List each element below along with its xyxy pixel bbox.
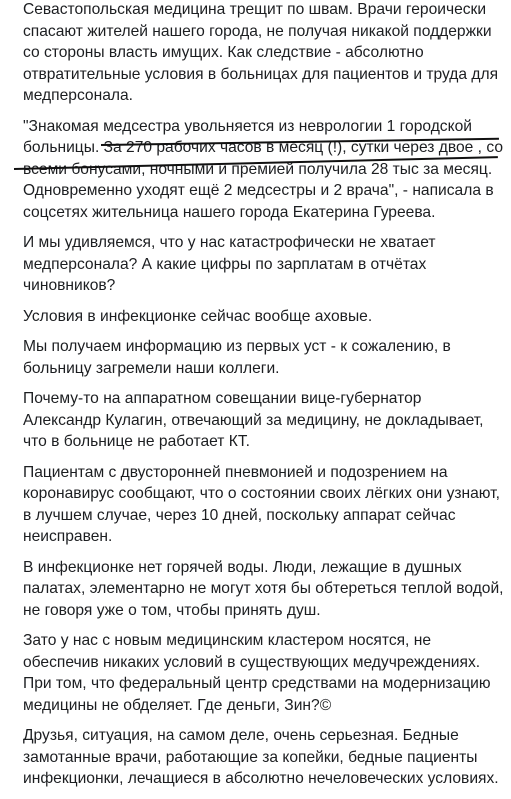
text-line: инфекционки, лечащиеся в абсолютно нечеловеческих условиях.	[23, 770, 499, 787]
paragraph-hot-water	[23, 557, 505, 622]
text-line: И мы удивляемся, что у нас катастрофически не хватает	[23, 234, 436, 251]
text-line: коронавирус сообщают, что о состоянии своих лёгких они узнают,	[23, 485, 500, 502]
text-line: Севастопольская медицина трещит по швам. Врачи героически	[23, 1, 487, 18]
text-line: Мы получаем информацию из первых уст - к сожалению, в	[23, 338, 451, 355]
text-line: медперсонала.	[23, 87, 133, 104]
text-line: Пациентам с двусторонней пневмонией и подозрением на	[23, 463, 448, 481]
text-line: Зато у нас с новым медицинским кластером носятся, не	[23, 632, 432, 649]
text-line: Условия в инфекционке сейчас вообще аховые.	[23, 307, 373, 325]
text-line: "Знакомая медсестра увольняется из неврологии 1 городской	[23, 117, 472, 135]
paragraph-staff-shortage	[23, 232, 505, 297]
paragraph-ct-scanner	[23, 388, 505, 453]
text-line: спасают жителей нашего города, не получая никакой поддержки	[23, 22, 492, 40]
text-line: В инфекционке нет горячей воды. Люди, лежащие в душных	[23, 558, 462, 576]
text-line: При том, что федеральный центр средствами на модернизацию	[23, 675, 491, 692]
text-line: больницу загремели наши коллеги.	[23, 359, 280, 377]
text-line: в лучшем случае, через 10 дней, поскольку аппарат сейчас	[23, 506, 456, 524]
text-line: Александр Кулагин, отвечающий за медицину, не докладывает,	[23, 411, 484, 429]
paragraph-conclusion	[23, 725, 505, 790]
paragraph-quote	[23, 116, 505, 224]
text-line: что в больнице не работает КТ.	[23, 433, 250, 450]
paragraph-cluster	[23, 630, 505, 716]
text-line: со стороны власть имущих. Как следствие - абсолютно	[23, 44, 424, 61]
text-line: отвратительные условия в больницах для пациентов и труда для	[23, 65, 499, 83]
paragraph-conditions	[23, 306, 505, 328]
text-line: замотанные врачи, работающие за копейки, бедные пациенты	[23, 748, 478, 766]
paragraph-first-hand	[23, 336, 505, 379]
text-line: больницы. За 270 рабочих часов в месяц (!), сутки через двое , со	[23, 139, 503, 156]
text-line: обеспечив никаких условий в существующих медучреждениях.	[23, 653, 481, 671]
text-line: всеми бонусами, ночными и премией получила 28 тыс за месяц.	[23, 160, 493, 178]
text-line: медицины не обделяет. Где деньги, Зин?©	[23, 696, 332, 714]
paragraph-patients	[23, 462, 505, 548]
text-line: неисправен.	[23, 528, 113, 545]
paragraph-intro	[23, 0, 505, 107]
text-line: не говоря уже о том, чтобы принять душ.	[23, 601, 321, 619]
text-line: медперсонала? А какие цифры по зарплатам в отчётах	[23, 255, 427, 273]
text-line: Друзья, ситуация, на самом деле, очень серьезная. Бедные	[23, 727, 459, 744]
text-line: Почему-то на аппаратном совещании вице-губернатор	[23, 390, 422, 407]
text-line: палатах, элементарно не могут хотя бы обтереться теплой водой,	[23, 580, 504, 597]
text-line: Одновременно уходят ещё 2 медсестры и 2 врача", - написала в	[23, 182, 494, 199]
text-line: чиновников?	[23, 277, 116, 294]
text-line: соцсетях жительница нашего города Екатерина Гуреева.	[23, 203, 436, 221]
